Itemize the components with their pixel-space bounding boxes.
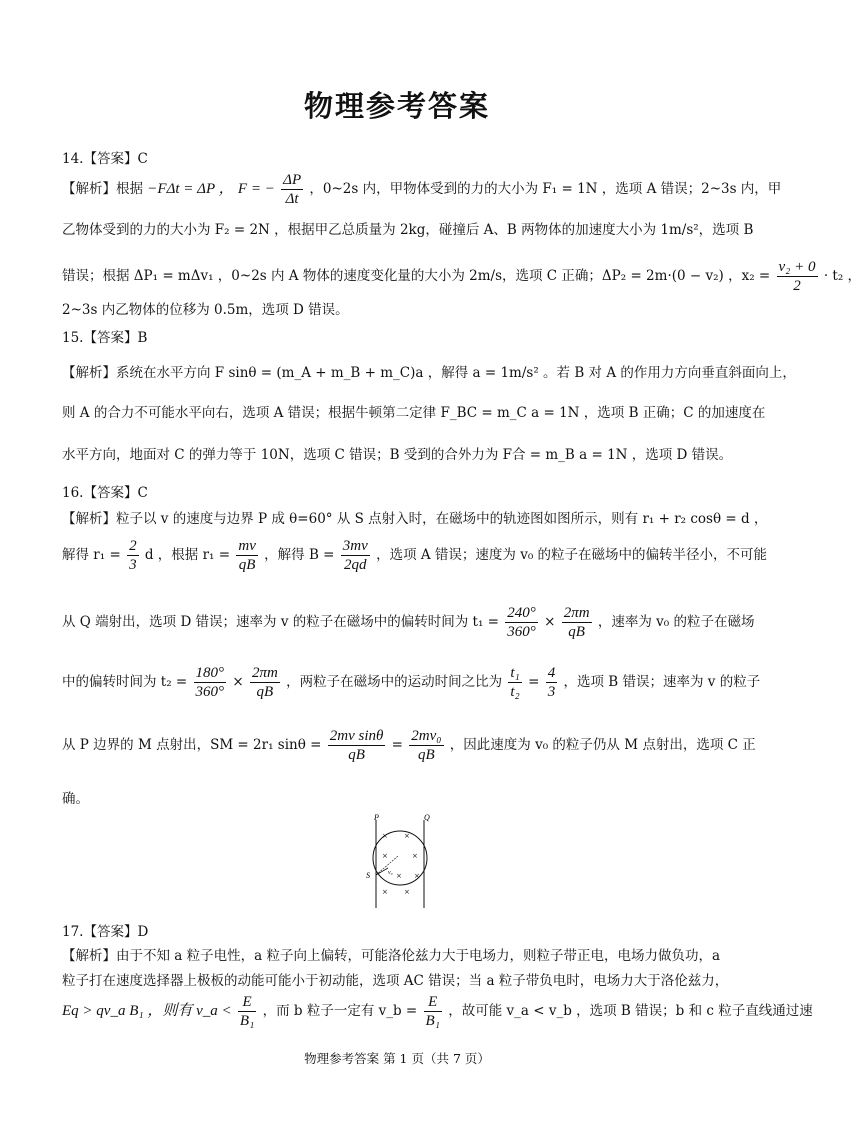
svg-text:×: × (414, 872, 420, 880)
q16-explanation-line-3: 从 Q 端射出，选项 D 错误；速率为 v 的粒子在磁场中的偏转时间为 t₁ = $\frac{240^\circ}{360^\circ}$ × $\frac{2\pi m}{qB}$ ，速率为 v₀ 的粒子在磁场 (62, 605, 755, 640)
q14-l1a: 【解析】根据 (62, 181, 143, 197)
velocity-arrow (376, 868, 388, 875)
page-title: 物理参考答案 (303, 89, 490, 123)
q16-explanation-line-6: 确。 (62, 791, 89, 807)
q14-fraction: $\frac{\Delta P}{\Delta t}$ (283, 172, 302, 207)
svg-text:×: × (404, 888, 410, 896)
q17-explanation-line-3: Eq > qv_a B₁ ，则有 v_a < $\frac{E}{\text{B₁}}$ ，而 b 粒子一定有 v_b = $\frac{E}{\text{B₁}}$ ，故可能 v_a < v_b ，选项 B 错误；b 和 c 粒子直线通过速 (62, 994, 813, 1029)
svg-text:×: × (382, 888, 388, 896)
q16-explanation-line-4: 中的偏转时间为 t₂ = $\frac{180^\circ}{360^\circ}$ × $\frac{2\pi m}{qB}$ ，两粒子在磁场中的运动时间之比为 $\frac{\text{t₁}}{\text{t₂}}$ = $\frac{4}{3}$ ，选项 B 错误；速率为 v 的粒子 (62, 665, 761, 700)
q16-explanation-line-2: 解得 r₁ = $\frac{2}{3}$ d ，根据 r₁ = $\frac{mv}{qB}$ ，解得 B = $\frac{3mv}{2qd}$ ，选项 A 错误；速度为 v₀ 的粒子在磁场中的偏转半径小，不可能 (62, 538, 768, 573)
svg-text:×: × (404, 832, 410, 840)
svg-text:×: × (382, 852, 388, 860)
label-v0: v₀ (388, 870, 393, 876)
q14-l1d: ，0~2s 内，甲物体受到的力的大小为 F₁ = 1N ，选项 A 错误；2~3s 内，甲 (309, 181, 782, 197)
label-p: P (374, 813, 379, 822)
q14-explanation-line-3: 错误；根据 ΔP₁ = mΔv₁ ，0~2s 内 A 物体的速度变化量的大小为 2m/s，选项 C 正确；ΔP₂ = 2m·(0 − v₂) ，x₂ = $\frac{\text{v₂ + 0}}{2}$ · t₂ ， (62, 259, 861, 294)
q16-explanation-line-5: 从 P 边界的 M 点射出，SM = 2r₁ sinθ = $\frac{\text{2mv sinθ}}{qB}$ = $\frac{\text{2mv₀}}{qB}$ ，因此速度为 v₀ 的粒子仍从 M 点射出，选项 C 正 (62, 728, 756, 763)
q14-l1c: F = − (237, 181, 275, 197)
q14-l1b: −FΔt = ΔP ， (147, 181, 234, 197)
q14-answer: 14.【答案】C (62, 151, 148, 167)
q15-explanation-line-1: 【解析】系统在水平方向 F sinθ = (m_A + m_B + m_C)a ，解得 a = 1m/s² 。若 B 对 A 的作用力方向垂直斜面向上， (62, 365, 796, 381)
q17-answer: 17.【答案】D (62, 924, 149, 940)
field-markers (382, 832, 420, 896)
svg-text:×: × (412, 852, 418, 860)
q14-explanation-line-1 (62, 171, 782, 208)
q14-fraction-2: $\frac{\text{v₂ + 0}}{2}$ (778, 259, 816, 294)
q15-explanation-line-3: 水平方向，地面对 C 的弹力等于 10N，选项 C 错误；B 受到的合外力为 F合 = m_B a = 1N ，选项 D 错误。 (62, 447, 733, 463)
q15-answer: 15.【答案】B (62, 330, 148, 346)
svg-text:×: × (396, 872, 402, 880)
q16-explanation-line-1: 【解析】粒子以 v 的速度与边界 P 成 θ=60° 从 S 点射入时，在磁场中的轨迹图如图所示，则有 r₁ + r₂ cosθ = d ， (62, 511, 768, 527)
label-q: Q (424, 813, 430, 822)
q17-explanation-line-1: 【解析】由于不知 a 粒子电性，a 粒子向上偏转，可能洛伦兹力大于电场力，则粒子带正电，电场力做负功，a (62, 948, 721, 964)
q15-explanation-line-2: 则 A 的合力不可能水平向右，选项 A 错误；根据牛顿第二定律 F_BC = m_C a = 1N ，选项 B 正确；C 的加速度在 (62, 405, 766, 421)
q17-explanation-line-2: 粒子打在速度选择器上极板的动能可能小于初动能，选项 AC 错误；当 a 粒子带负电时，电场力大于洛伦兹力， (62, 973, 729, 989)
magnetic-field-diagram (360, 812, 440, 912)
q14-explanation-line-4: 2~3s 内乙物体的位移为 0.5m，选项 D 错误。 (62, 302, 349, 318)
q16-answer: 16.【答案】C (62, 485, 148, 501)
svg-text:×: × (382, 832, 388, 840)
label-s: S (366, 871, 370, 880)
page-footer: 物理参考答案 第 1 页（共 7 页） (304, 1051, 490, 1066)
q14-explanation-line-2: 乙物体受到的力的大小为 F₂ = 2N ，根据甲乙总质量为 2kg，碰撞后 A、B 两物体的加速度大小为 1m/s²，选项 B (62, 222, 754, 238)
